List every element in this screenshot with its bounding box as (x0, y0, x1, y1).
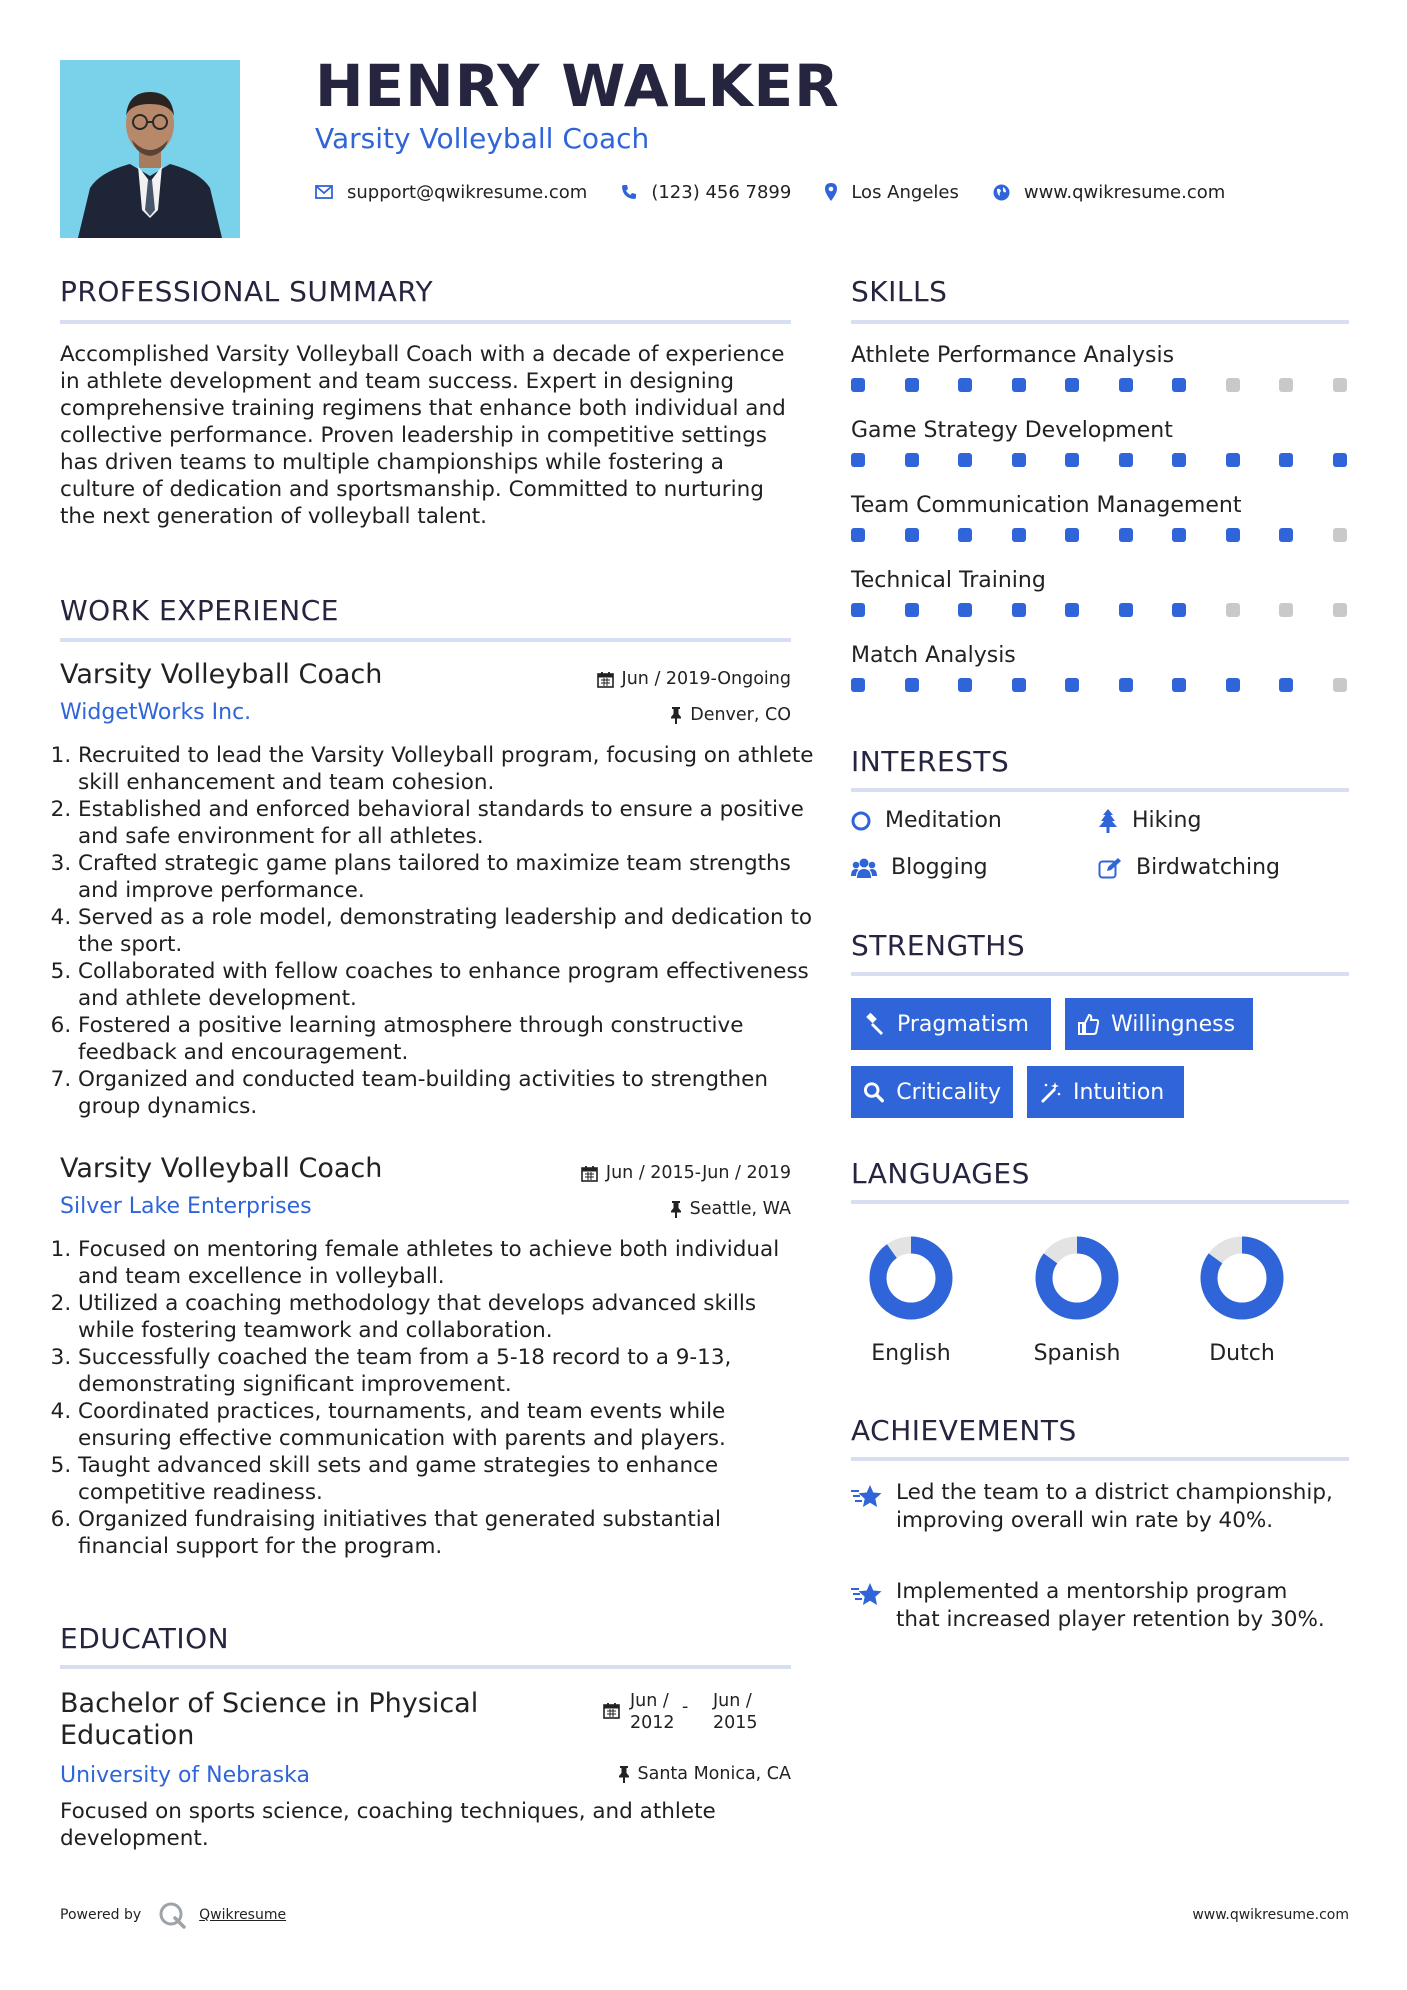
strength-label: Criticality (896, 1079, 1001, 1105)
contact-bar (315, 178, 1259, 206)
list-item: 7. Organized and conducted team-building activities to strengthen group dynamics. (78, 1066, 814, 1120)
rating-dot-filled (1012, 528, 1026, 542)
edu-start-month: Jun / (630, 1691, 669, 1711)
rating-dot-filled (1172, 453, 1186, 467)
list-item: 2. Established and enforced behavioral standards to ensure a positive and safe environment for all athletes. (78, 796, 814, 850)
rating-dot-filled (1065, 453, 1079, 467)
rating-dot-filled (851, 378, 865, 392)
list-item: 1. Focused on mentoring female athletes to achieve both individual and team excellence in volleyball. (78, 1236, 814, 1290)
job-1-date-text: Jun / 2019-Ongoing (621, 669, 791, 689)
interest-item-blogging (851, 855, 988, 880)
language-ring (1199, 1235, 1285, 1321)
job-2-title: Varsity Volleyball Coach (60, 1153, 383, 1184)
list-item: 2. Utilized a coaching methodology that develops advanced skills while fostering teamwork and collaboration. (78, 1290, 814, 1344)
strength-label: Willingness (1111, 1011, 1236, 1037)
edu-date-separator: - (682, 1697, 689, 1717)
rating-dot-filled (1065, 528, 1079, 542)
interest-label: Meditation (885, 808, 1002, 833)
school-name: University of Nebraska (60, 1763, 310, 1788)
pushpin-icon (670, 1201, 682, 1218)
rating-dot-filled (958, 603, 972, 617)
map-marker-icon (825, 183, 837, 201)
rating-dot-filled (1172, 678, 1186, 692)
skills-heading: SKILLS (851, 275, 948, 308)
job-2-date-text: Jun / 2015-Jun / 2019 (605, 1163, 791, 1183)
contact-location (825, 182, 959, 203)
edu-start-year: 2012 (630, 1713, 675, 1733)
rating-dot-empty (1279, 378, 1293, 392)
edu-end-month: Jun / (713, 1691, 752, 1711)
rating-dot-filled (1172, 603, 1186, 617)
experience-divider (60, 638, 791, 642)
rating-dot-filled (851, 528, 865, 542)
search-icon (863, 1081, 884, 1103)
rating-dot-filled (1065, 378, 1079, 392)
phone-text: (123) 456 7899 (651, 181, 792, 203)
summary-divider (60, 320, 791, 324)
degree-title-line2: Education (60, 1720, 195, 1751)
list-item: 6. Fostered a positive learning atmosphere through constructive feedback and encouragement. (78, 1012, 814, 1066)
powered-by-label: Powered by (60, 1907, 142, 1923)
rating-dot-filled (905, 528, 919, 542)
rating-dot-filled (851, 453, 865, 467)
language-spanish (1012, 1235, 1142, 1366)
skill-name: Team Communication Management (851, 493, 1242, 518)
strength-chip-willingness (1065, 998, 1253, 1050)
rating-dot-filled (1119, 378, 1133, 392)
education-location (618, 1764, 792, 1784)
summary-text: Accomplished Varsity Volleyball Coach with a decade of experience in athlete development and team success. Expert in designing comprehensive training regimens that enhance both individual and collective performance. Proven leadership in competitive settings has driven teams to multiple championships while fostering a culture of dedication and sportsmanship. Committed to nurturing the next generation of volleyball talent. (60, 342, 786, 529)
email-text: support@qwikresume.com (347, 181, 588, 203)
contact-phone[interactable] (621, 182, 791, 203)
achievement-item-2: Implemented a mentorship program that increased player retention by 30%. (896, 1579, 1325, 1632)
rating-dot-empty (1333, 378, 1347, 392)
circle-icon (851, 811, 871, 831)
rating-dot-filled (1279, 528, 1293, 542)
phone-icon (621, 184, 637, 200)
location-text: Los Angeles (851, 181, 959, 203)
candidate-title: Varsity Volleyball Coach (315, 122, 650, 155)
rating-dot-filled (1065, 678, 1079, 692)
education-heading: EDUCATION (60, 1622, 230, 1655)
strength-chip-intuition (1027, 1066, 1184, 1118)
rating-dot-filled (905, 603, 919, 617)
rating-dot-filled (1119, 678, 1133, 692)
interest-item-birdwatching (1098, 855, 1280, 880)
qwikresume-logo-icon (157, 1900, 187, 1930)
language-ring (1034, 1235, 1120, 1321)
experience-heading: WORK EXPERIENCE (60, 594, 339, 627)
language-english (846, 1235, 976, 1366)
rating-dot-filled (1119, 603, 1133, 617)
interest-label: Birdwatching (1136, 855, 1280, 880)
magic-wand-icon (1039, 1081, 1061, 1103)
skill-name: Athlete Performance Analysis (851, 343, 1175, 368)
skill-rating (851, 528, 1347, 542)
calendar-icon (603, 1702, 620, 1719)
languages-heading: LANGUAGES (851, 1157, 1030, 1190)
rating-dot-filled (1333, 453, 1347, 467)
strength-label: Pragmatism (897, 1011, 1029, 1037)
education-divider (60, 1665, 791, 1669)
achievements-divider (851, 1457, 1349, 1461)
skill-item (851, 418, 1349, 493)
pushpin-icon (618, 1766, 630, 1783)
rating-dot-filled (905, 678, 919, 692)
rating-dot-filled (1012, 678, 1026, 692)
thumbs-up-icon (1077, 1013, 1099, 1035)
skill-name: Match Analysis (851, 643, 1016, 668)
list-item: 1. Recruited to lead the Varsity Volleyball program, focusing on athlete skill enhancement and team cohesion. (78, 742, 814, 796)
skill-rating (851, 678, 1347, 692)
rating-dot-filled (1279, 678, 1293, 692)
rating-dot-filled (1065, 603, 1079, 617)
calendar-icon (597, 671, 614, 688)
skill-name: Technical Training (851, 568, 1046, 593)
interest-item-hiking (1098, 808, 1201, 833)
skill-item (851, 343, 1349, 418)
list-item: 5. Collaborated with fellow coaches to enhance program effectiveness and athlete development. (78, 958, 814, 1012)
job-1-location (670, 705, 791, 725)
footer-url[interactable]: www.qwikresume.com (1192, 1907, 1349, 1923)
rating-dot-filled (851, 603, 865, 617)
edu-end-year: 2015 (713, 1713, 758, 1733)
rating-dot-empty (1333, 603, 1347, 617)
contact-website[interactable] (993, 182, 1225, 203)
rating-dot-filled (1012, 378, 1026, 392)
rating-dot-filled (905, 378, 919, 392)
strengths-divider (851, 972, 1349, 976)
calendar-icon (581, 1165, 598, 1182)
education-location-text: Santa Monica, CA (637, 1764, 791, 1784)
qwikresume-link[interactable]: Qwikresume (199, 1907, 287, 1923)
rating-dot-empty (1226, 378, 1240, 392)
job-1-date (597, 669, 791, 689)
rating-dot-filled (1119, 528, 1133, 542)
list-item: 5. Taught advanced skill sets and game strategies to enhance competitive readiness. (78, 1452, 814, 1506)
strength-label: Intuition (1073, 1079, 1165, 1105)
language-label: English (871, 1341, 951, 1366)
rating-dot-filled (958, 528, 972, 542)
rating-dot-filled (1226, 453, 1240, 467)
job-1-location-text: Denver, CO (690, 705, 791, 725)
tree-icon (1098, 809, 1118, 833)
skill-item (851, 568, 1349, 643)
job-2-responsibilities (60, 1236, 814, 1560)
achievements-heading: ACHIEVEMENTS (851, 1414, 1077, 1447)
rating-dot-filled (958, 678, 972, 692)
skill-rating (851, 378, 1347, 392)
rating-dot-filled (1279, 453, 1293, 467)
pushpin-icon (670, 707, 682, 724)
footer-powered-by (60, 1900, 286, 1930)
rating-dot-empty (1279, 603, 1293, 617)
job-1-company: WidgetWorks Inc. (60, 700, 252, 725)
skill-item (851, 643, 1349, 718)
candidate-name: HENRY WALKER (315, 52, 840, 120)
skill-item (851, 493, 1349, 568)
rating-dot-empty (1226, 603, 1240, 617)
list-item: 4. Coordinated practices, tournaments, and team events while ensuring effective communication with parents and players. (78, 1398, 814, 1452)
languages-divider (851, 1200, 1349, 1204)
language-ring (868, 1235, 954, 1321)
rating-dot-empty (1333, 678, 1347, 692)
achievement-item-1: Led the team to a district championship, improving overall win rate by 40%. (896, 1480, 1333, 1533)
globe-icon (993, 184, 1010, 201)
skill-name: Game Strategy Development (851, 418, 1173, 443)
achievement-star-icon (851, 1582, 883, 1608)
interest-item-meditation (851, 808, 1002, 833)
users-icon (851, 857, 877, 879)
rating-dot-filled (1226, 678, 1240, 692)
rating-dot-filled (905, 453, 919, 467)
edit-icon (1098, 857, 1122, 879)
skill-rating (851, 453, 1347, 467)
rating-dot-filled (958, 378, 972, 392)
strength-chip-pragmatism (851, 998, 1051, 1050)
strength-chip-criticality (851, 1066, 1013, 1118)
skills-list (851, 343, 1349, 718)
rating-dot-filled (851, 678, 865, 692)
degree-title-line1: Bachelor of Science in Physical (60, 1688, 479, 1719)
list-item: 6. Organized fundraising initiatives that generated substantial financial support for the program. (78, 1506, 814, 1560)
gavel-icon (863, 1013, 885, 1035)
list-item: 3. Crafted strategic game plans tailored to maximize team strengths and improve performance. (78, 850, 814, 904)
contact-email[interactable] (315, 182, 587, 203)
rating-dot-filled (1012, 603, 1026, 617)
job-1-responsibilities (60, 742, 814, 1120)
strengths-heading: STRENGTHS (851, 929, 1026, 962)
job-2-location-text: Seattle, WA (689, 1199, 791, 1219)
interests-divider (851, 788, 1349, 792)
rating-dot-filled (1119, 453, 1133, 467)
job-1-title: Varsity Volleyball Coach (60, 659, 383, 690)
interest-label: Hiking (1132, 808, 1202, 833)
education-dates (603, 1690, 773, 1736)
interest-label: Blogging (891, 855, 988, 880)
rating-dot-filled (1012, 453, 1026, 467)
job-2-company: Silver Lake Enterprises (60, 1194, 312, 1219)
list-item: 3. Successfully coached the team from a 5-18 record to a 9-13, demonstrating significant improvement. (78, 1344, 814, 1398)
interests-heading: INTERESTS (851, 745, 1010, 778)
ring-progress (878, 1245, 944, 1311)
envelope-icon (315, 185, 333, 199)
skill-rating (851, 603, 1347, 617)
profile-photo (60, 60, 240, 238)
rating-dot-empty (1333, 528, 1347, 542)
language-label: Spanish (1033, 1341, 1121, 1366)
job-2-location (670, 1199, 791, 1219)
achievement-star-icon (851, 1484, 883, 1510)
skills-divider (851, 320, 1349, 324)
rating-dot-filled (1226, 528, 1240, 542)
job-2-date (581, 1163, 791, 1183)
education-description: Focused on sports science, coaching techniques, and athlete development. (60, 1799, 716, 1851)
website-text: www.qwikresume.com (1023, 181, 1226, 203)
summary-heading: PROFESSIONAL SUMMARY (60, 275, 434, 308)
language-dutch (1177, 1235, 1307, 1366)
rating-dot-filled (1172, 528, 1186, 542)
language-label: Dutch (1209, 1341, 1275, 1366)
list-item: 4. Served as a role model, demonstrating leadership and dedication to the sport. (78, 904, 814, 958)
rating-dot-filled (958, 453, 972, 467)
rating-dot-filled (1172, 378, 1186, 392)
